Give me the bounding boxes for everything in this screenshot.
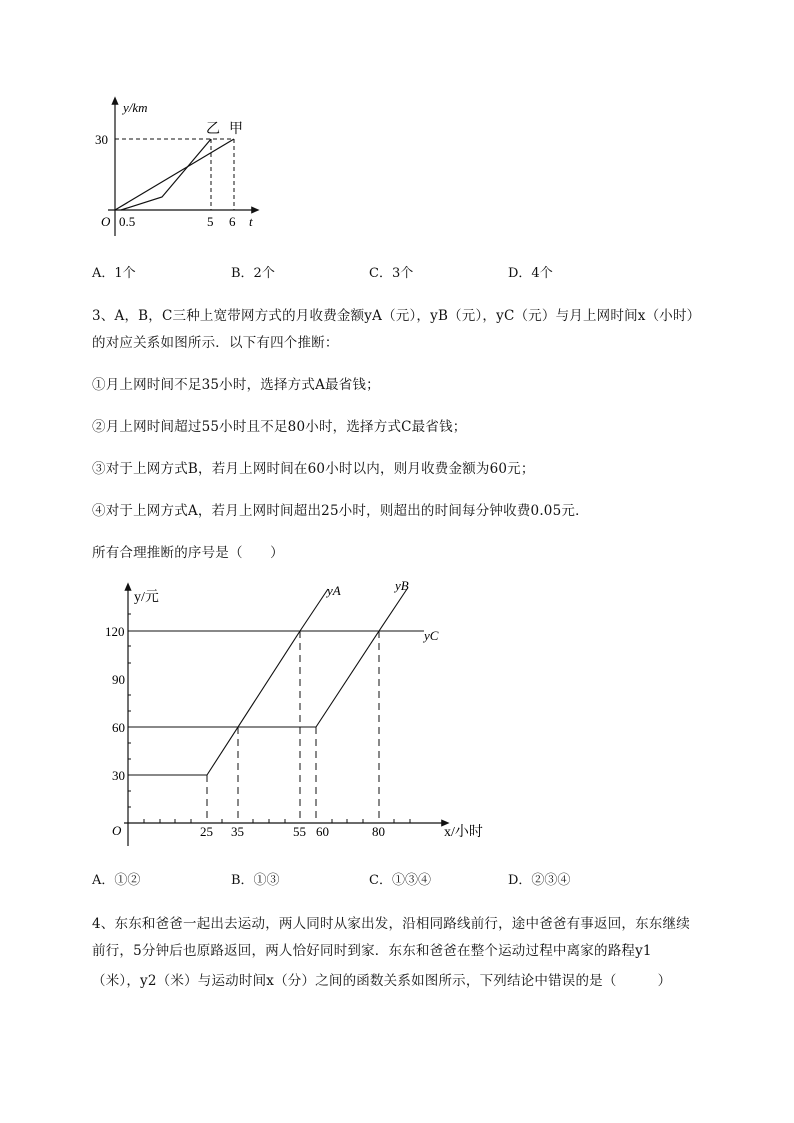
question-text: （米），y2（米）与运动时间x（分）之间的函数关系如图所示，下列结论中错误的是（ ） [92, 973, 672, 989]
inference-1: ①月上网时间不足35小时，选择方式A最省钱； [92, 377, 380, 393]
series-yi-line [121, 139, 211, 210]
y-axis-label: y/km [123, 100, 148, 115]
series-ya-line [128, 589, 328, 775]
y-tick-label: 60 [112, 720, 125, 735]
option-c: C．①③④ [369, 873, 431, 888]
series-label-ya: yA [327, 583, 341, 598]
series-label-yc: yC [424, 628, 439, 643]
x-axis-label: x/小时 [444, 825, 483, 840]
option-b: B．2个 [231, 266, 275, 281]
y-tick-label: 30 [95, 132, 108, 147]
x-tick-label: 5 [207, 214, 214, 229]
y-tick-label: 120 [105, 624, 125, 639]
series-label-yb: yB [395, 578, 409, 593]
y-tick-label: 90 [112, 672, 125, 687]
option-a: A．1个 [92, 266, 136, 281]
origin-label: O [101, 214, 111, 229]
option-a: A．①② [92, 873, 141, 888]
x-tick-label: 60 [316, 824, 329, 839]
series-label-yi: 乙 [206, 122, 220, 137]
series-label-jia: 甲 [229, 122, 243, 137]
x-tick-label: 55 [293, 824, 306, 839]
option-d: D．4个 [508, 266, 553, 281]
question-text: 4、东东和爸爸一起出去运动，两人同时从家出发，沿相同路线前行，途中爸爸有事返回，东东继续 [92, 916, 690, 932]
x-tick-label: 35 [231, 824, 244, 839]
x-tick-label: 0.5 [119, 214, 136, 229]
question-text: 的对应关系如图所示．以下有四个推断： [92, 335, 339, 351]
inference-4: ④对于上网方式A，若月上网时间超出25小时，则超出的时间每分钟收费0.05元． [92, 503, 589, 519]
x-tick-label: 6 [229, 214, 236, 229]
option-b: B．①③ [231, 873, 280, 888]
option-c: C．3个 [369, 266, 414, 281]
x-tick-label: 25 [200, 824, 213, 839]
question-prompt: 所有合理推断的序号是（ ） [92, 545, 284, 561]
series-jia-line [115, 139, 234, 210]
distance-time-chart [0, 0, 794, 240]
origin-label: O [112, 823, 122, 838]
question-text: 3、A，B，C三种上宽带网方式的月收费金额yA（元），yB（元），yC（元）与月上网时间x（小时） [92, 308, 701, 324]
fee-time-chart [0, 570, 794, 850]
inference-3: ③对于上网方式B，若月上网时间在60小时以内，则月收费金额为60元； [92, 461, 535, 477]
y-axis-label: y/元 [134, 590, 159, 605]
x-axis-label: t [249, 214, 253, 229]
question-text: 前行，5分钟后也原路返回，两人恰好同时到家．东东和爸爸在整个运动过程中离家的路程y1 [92, 943, 652, 959]
x-tick-label: 80 [372, 824, 385, 839]
series-yb-line [128, 589, 407, 727]
y-tick-label: 30 [112, 768, 125, 783]
inference-2: ②月上网时间超过55小时且不足80小时，选择方式C最省钱； [92, 419, 467, 435]
option-d: D．②③④ [508, 873, 571, 888]
